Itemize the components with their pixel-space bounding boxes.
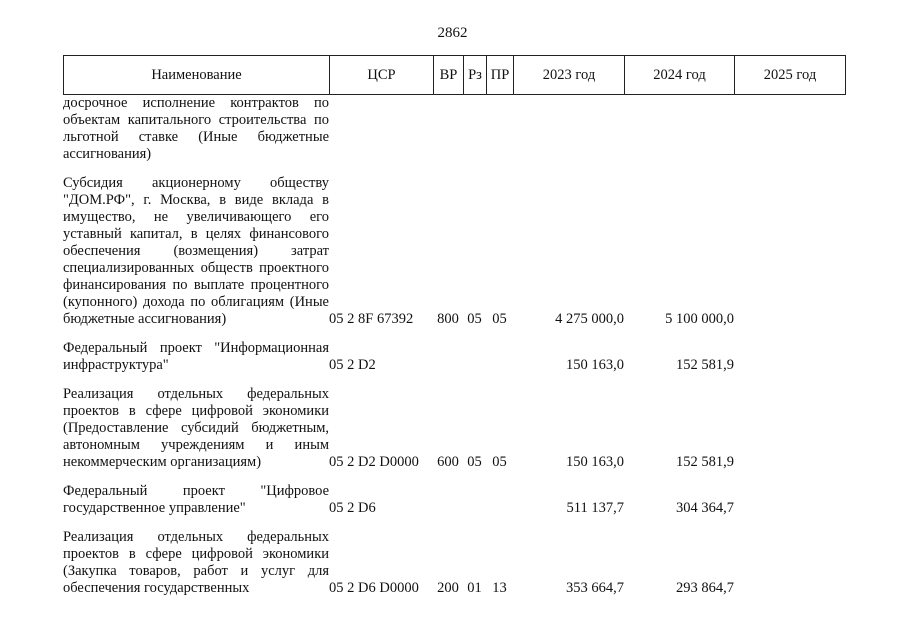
table-row [63,340,845,374]
row-csr: 05 2 D6 D0000 [329,580,419,596]
row-csr: 05 2 D2 [329,357,376,373]
row-name: Реализация отдельных федеральных проектов в сфере цифровой экономики (Предоставление субсидий бюджетным, автономным учреждениям и иным некоммерческим организациям) [63,386,329,470]
row-csr: 05 2 D6 [329,500,376,516]
row-2023: 511 137,7 [566,500,624,516]
row-2023: 4 275 000,0 [555,311,624,327]
row-pr: 05 [492,454,507,470]
row-2024: 293 864,7 [676,580,734,596]
header-2023: 2023 год [514,56,625,95]
row-2023: 353 664,7 [566,580,624,596]
header-2024: 2024 год [625,56,735,95]
row-2024: 152 581,9 [676,454,734,470]
row-csr: 05 2 D2 D0000 [329,454,419,470]
page-number: 2862 [437,25,468,41]
header-rz: Рз [464,56,487,95]
table-row [63,386,845,471]
row-name: Реализация отдельных федеральных проектов в сфере цифровой экономики (Закупка товаров, работ и услуг для обеспечения государственных [63,529,329,596]
row-2024: 152 581,9 [676,357,734,373]
header-name: Наименование [64,56,330,95]
row-pr: 13 [492,580,507,596]
table-row [63,483,845,517]
row-name: досрочное исполнение контрактов по объектам капитального строительства по льготной ставке (Иные бюджетные ассигнования) [63,95,329,162]
row-vr: 600 [437,454,459,470]
row-vr: 200 [437,580,459,596]
row-rz: 05 [467,454,482,470]
header-csr: ЦСР [330,56,434,95]
table-row [63,175,845,328]
row-pr: 05 [492,311,507,327]
table-header [63,55,846,95]
header-2025: 2025 год [735,56,846,95]
header-vr: ВР [434,56,464,95]
row-2024: 304 364,7 [676,500,734,516]
row-rz: 01 [467,580,482,596]
row-2023: 150 163,0 [566,454,624,470]
row-csr: 05 2 8F 67392 [329,311,414,327]
header-pr: ПР [487,56,514,95]
row-rz: 05 [467,311,482,327]
table-row [63,529,845,597]
table-body [63,95,845,609]
row-2023: 150 163,0 [566,357,624,373]
row-2024: 5 100 000,0 [665,311,734,327]
row-name: Федеральный проект "Цифровое государственное управление" [63,483,329,516]
row-name: Субсидия акционерному обществу "ДОМ.РФ", г. Москва, в виде вклада в имущество, не увеличивающего его уставный капитал, в целях финансового обеспечения (возмещения) затрат специализированных обществ проектного финансирования по выплате процентного (купонного) дохода по облигациям (Иные бюджетные ассигнования) [63,175,329,327]
row-vr: 800 [437,311,459,327]
table-row [63,95,845,163]
row-name: Федеральный проект "Информационная инфраструктура" [63,340,329,373]
